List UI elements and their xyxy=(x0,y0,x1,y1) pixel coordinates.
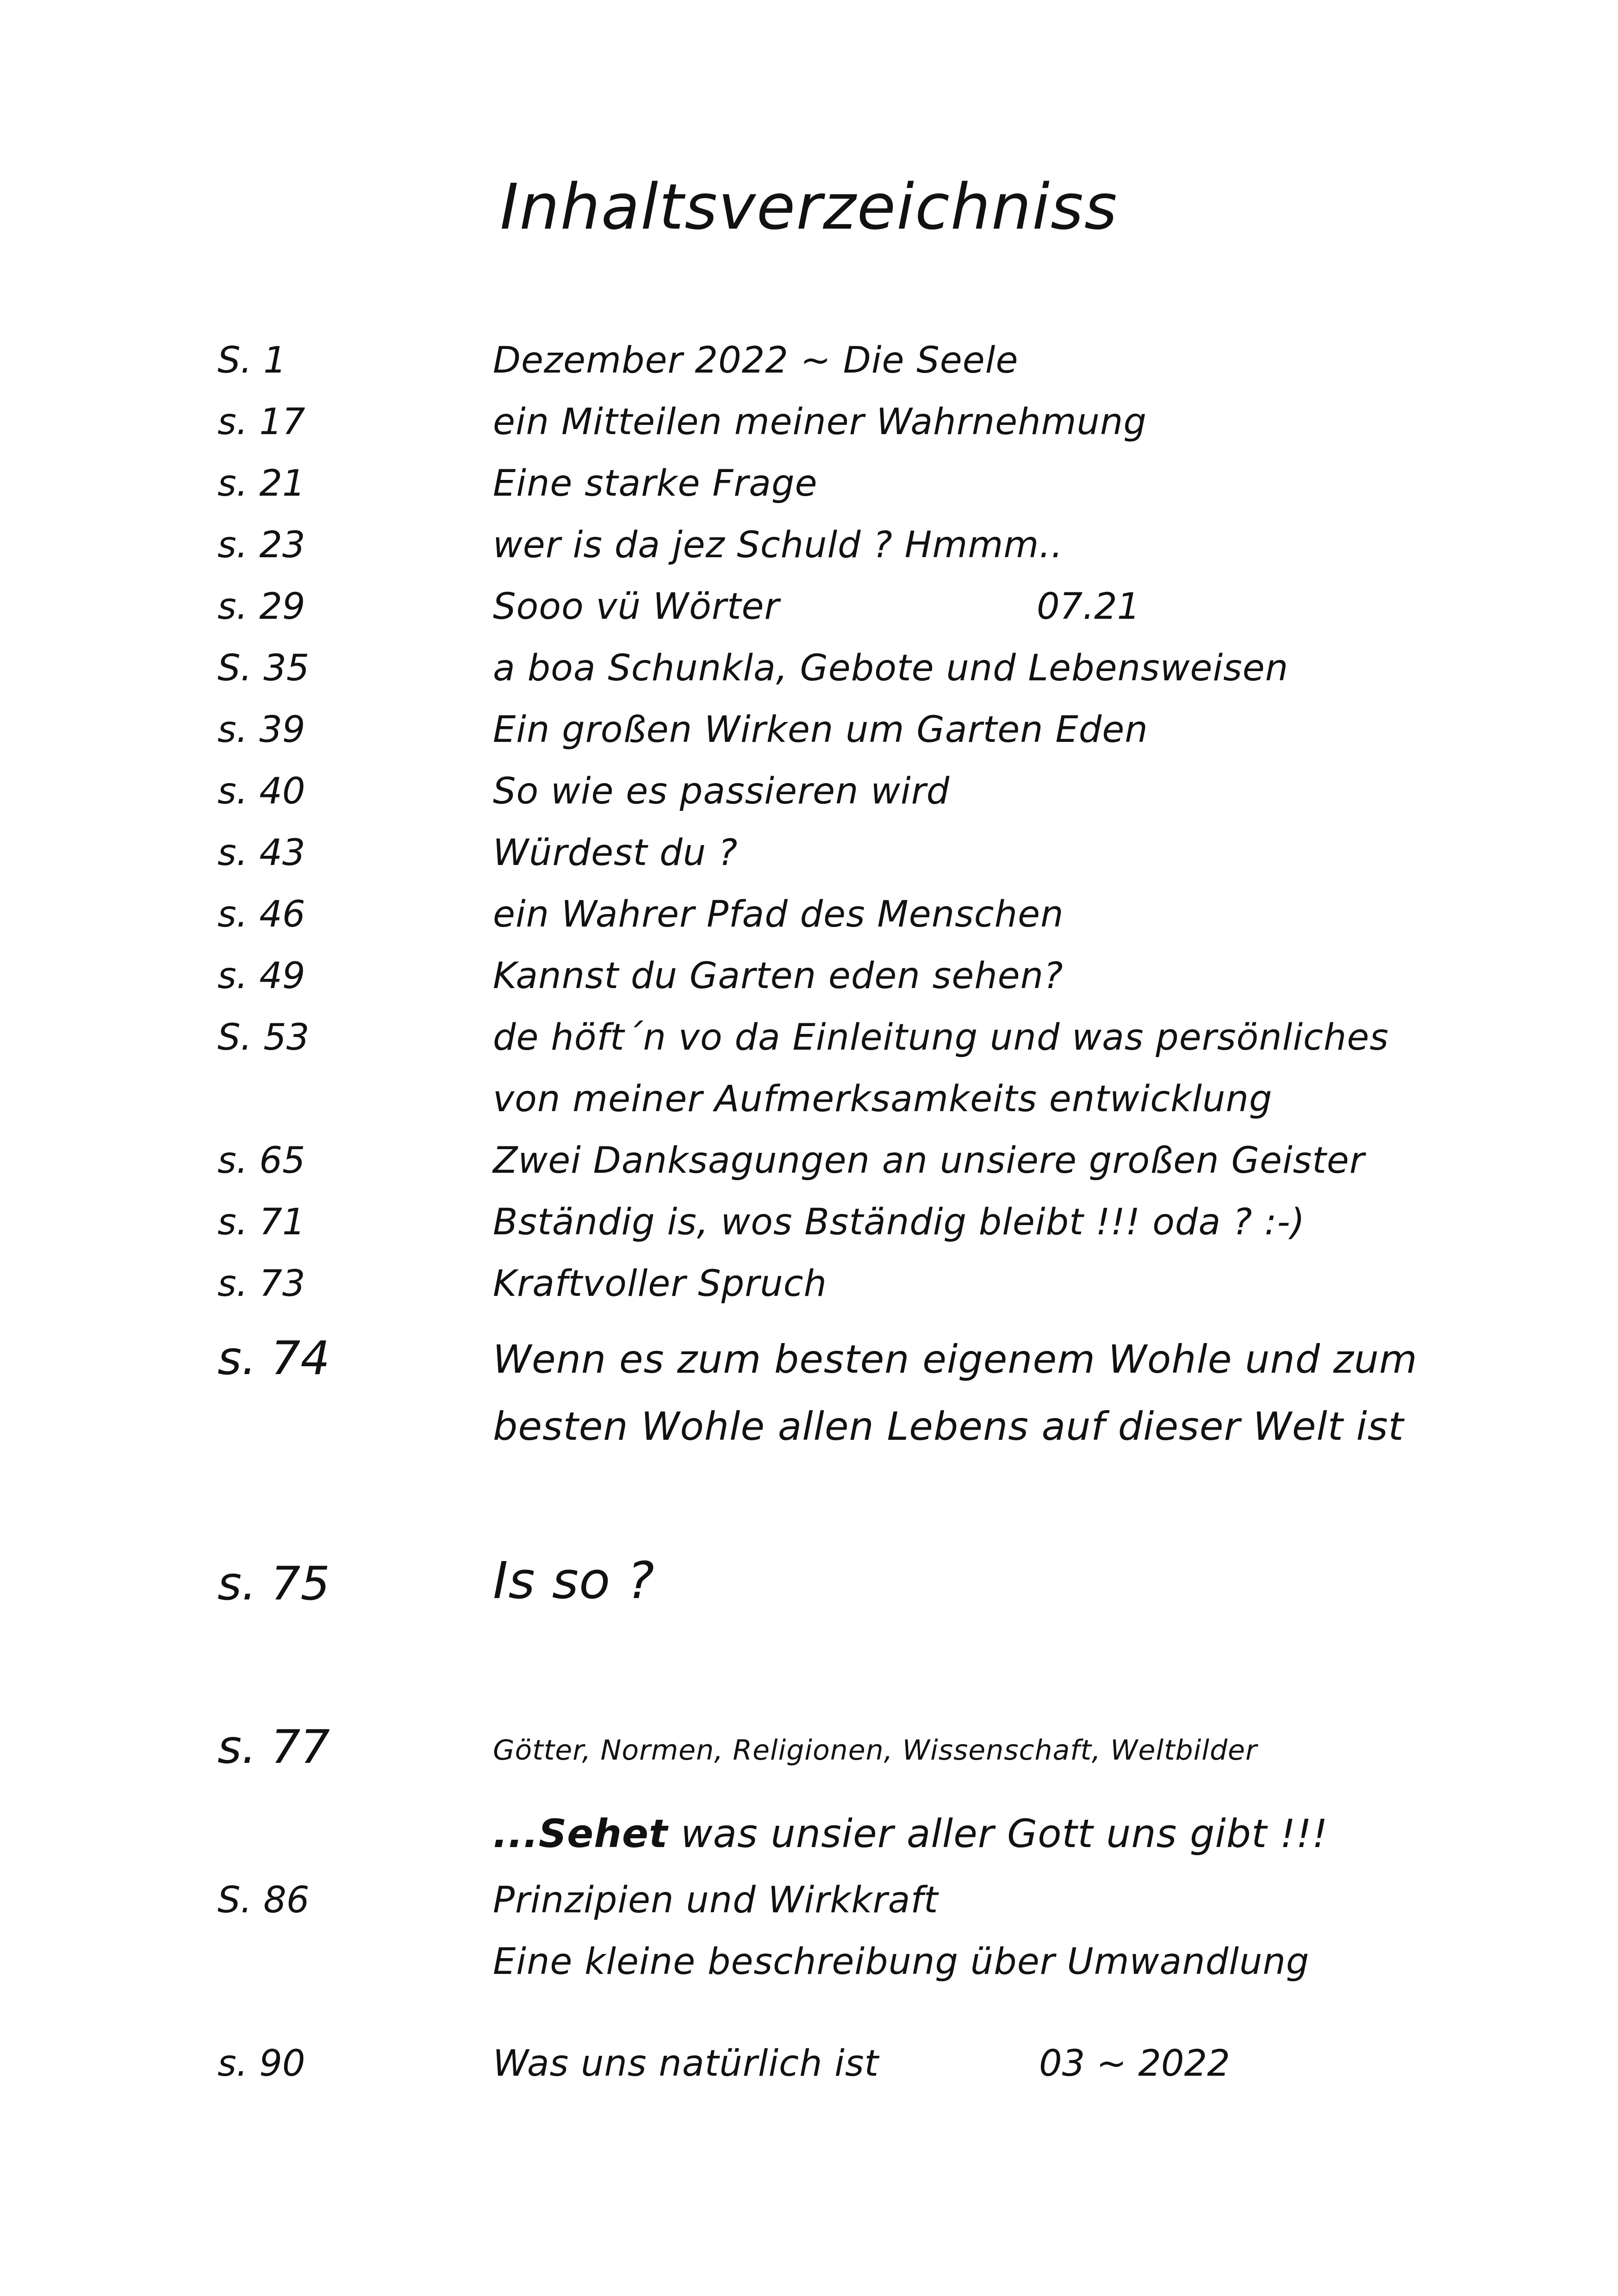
toc-page-number: s. 40 xyxy=(218,771,305,812)
toc-page-number: S. 1 xyxy=(218,340,286,381)
toc-entry-title: wer is da jez Schuld ? Hmmm.. xyxy=(493,524,1063,566)
toc-entry-title-continued: Eine kleine beschreibung über Umwandlung xyxy=(493,1941,1310,1983)
toc-entry-emphasis: ...Sehet xyxy=(493,1811,668,1856)
toc-entry-title: Kannst du Garten eden sehen? xyxy=(493,955,1064,997)
toc-entry-title: ein Mitteilen meiner Wahrnehmung xyxy=(493,401,1147,443)
toc-page-number: s. 46 xyxy=(218,894,305,935)
toc-entry-title: Zwei Danksagungen an unsiere großen Geister xyxy=(493,1140,1365,1182)
toc-page-number: S. 35 xyxy=(218,647,310,689)
toc-entry-date: 07.21 xyxy=(1037,586,1140,628)
toc-entry-title-continued: von meiner Aufmerksamkeits entwicklung xyxy=(493,1078,1273,1120)
toc-page-number: s. 65 xyxy=(218,1140,305,1182)
toc-page-number: s. 75 xyxy=(218,1556,330,1611)
toc-entry-title: ein Wahrer Pfad des Menschen xyxy=(493,894,1064,935)
toc-entry-title: Is so ? xyxy=(493,1551,655,1610)
toc-page-number: s. 71 xyxy=(218,1201,305,1243)
toc-entry-title: Was uns natürlich ist xyxy=(493,2043,879,2084)
toc-page-number: s. 77 xyxy=(218,1720,330,1774)
toc-entry-title-rest: was unsier aller Gott uns gibt !!! xyxy=(668,1811,1328,1856)
toc-page-number: s. 90 xyxy=(218,2043,305,2084)
toc-page-number: s. 17 xyxy=(218,401,305,443)
toc-entry-title: a boa Schunkla, Gebote und Lebensweisen xyxy=(493,647,1289,689)
toc-page-number: S. 53 xyxy=(218,1017,310,1058)
toc-entry-title: Bständig is, wos Bständig bleibt !!! oda ? :-) xyxy=(493,1201,1305,1243)
toc-entry-title: Sooo vü Wörter xyxy=(493,586,780,628)
toc-entry-title: Eine starke Frage xyxy=(493,463,818,504)
toc-entry-title-continued: besten Wohle allen Lebens auf dieser Welt ist xyxy=(493,1404,1404,1449)
toc-entry-title: Dezember 2022 ~ Die Seele xyxy=(493,340,1019,381)
toc-entry-title: So wie es passieren wird xyxy=(493,771,950,812)
toc-page-number: s. 73 xyxy=(218,1263,305,1305)
toc-entry-date: 03 ~ 2022 xyxy=(1039,2043,1230,2084)
toc-entry-title: Würdest du ? xyxy=(493,832,738,874)
toc-entry-title: Prinzipien und Wirkkraft xyxy=(493,1879,939,1921)
page-title: Inhaltsverzeichniss xyxy=(500,171,1118,244)
toc-entry-title: de höft´n vo da Einleitung und was persönliches xyxy=(493,1017,1389,1058)
toc-entry-title-continued xyxy=(493,1811,1328,1856)
toc-entry-title: Götter, Normen, Religionen, Wissenschaft, Weltbilder xyxy=(493,1734,1257,1767)
toc-page-number: s. 74 xyxy=(218,1331,330,1385)
toc-page-number: s. 49 xyxy=(218,955,305,997)
toc-page-number: S. 86 xyxy=(218,1879,310,1921)
toc-page-number: s. 23 xyxy=(218,524,305,566)
toc-entry-title: Kraftvoller Spruch xyxy=(493,1263,827,1305)
toc-page-number: s. 43 xyxy=(218,832,305,874)
toc-page-number: s. 29 xyxy=(218,586,305,628)
toc-entry-title: Ein großen Wirken um Garten Eden xyxy=(493,709,1148,751)
toc-entry-title: Wenn es zum besten eigenem Wohle und zum xyxy=(493,1337,1418,1382)
toc-page-number: s. 21 xyxy=(218,463,305,504)
toc-page-number: s. 39 xyxy=(218,709,305,751)
